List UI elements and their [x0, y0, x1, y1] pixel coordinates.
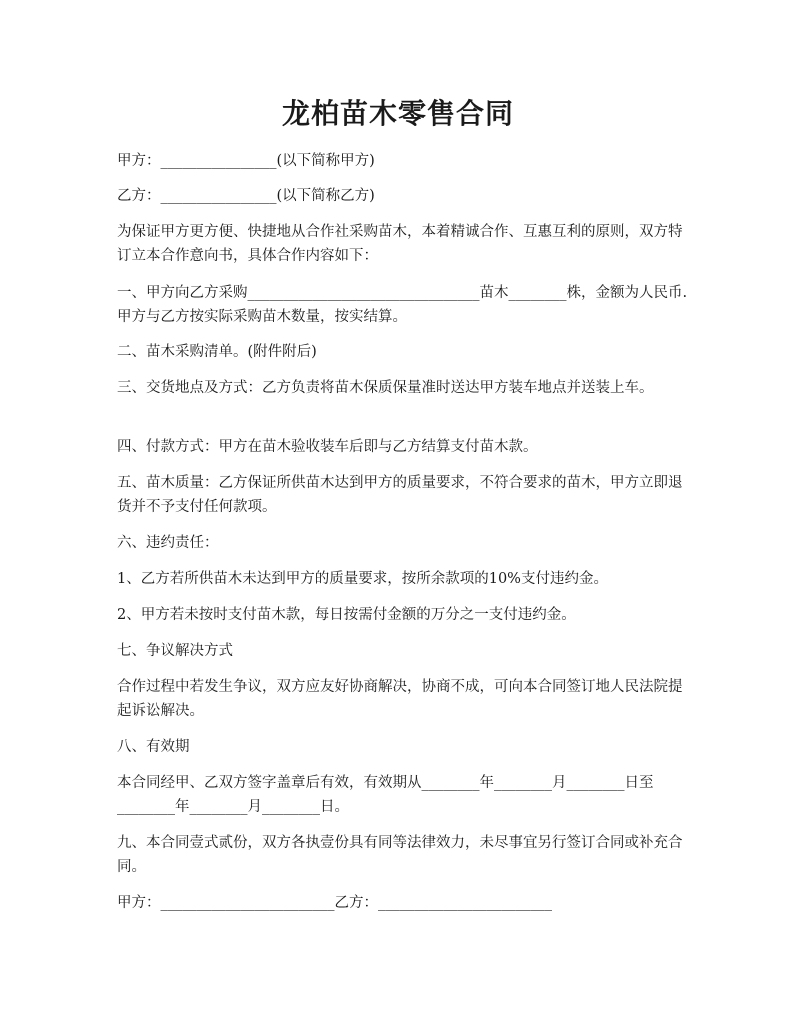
preamble-paragraph: 为保证甲方更方便、快捷地从合作社采购苗木，本着精诚合作、互惠互利的原则，双方特订立本合作意向书，具体合作内容如下：: [117, 224, 683, 264]
clause-5-quality: 五、苗木质量：乙方保证所供苗木达到甲方的质量要求，不符合要求的苗木，甲方立即退货并不予支付任何款项。: [117, 475, 683, 515]
document-title: 龙柏苗木零售合同: [281, 97, 514, 130]
clause-8-validity-text: 本合同经甲、乙双方签字盖章后有效，有效期从________年________月________日至________年________月________日。: [117, 775, 654, 815]
clause-9-copies: 九、本合同壹式贰份，双方各执壹份具有同等法律效力，未尽事宜另行签订合同或补充合同。: [117, 835, 683, 875]
clause-7-dispute-heading: 七、争议解决方式: [117, 643, 233, 659]
signature-line: 甲方：________________________乙方：________________________: [117, 895, 552, 911]
clause-8-validity-heading: 八、有效期: [117, 739, 190, 755]
party-b-line: 乙方：________________(以下简称乙方): [117, 188, 375, 204]
clause-6-item-1: 1、乙方若所供苗木未达到甲方的质量要求，按所余款项的10%支付违约金。: [117, 571, 608, 587]
clause-6-item-2: 2、甲方若未按时支付苗木款，每日按需付金额的万分之一支付违约金。: [117, 607, 576, 623]
clause-6-liability-heading: 六、违约责任：: [117, 535, 219, 551]
clause-4-payment: 四、付款方式：甲方在苗木验收装车后即与乙方结算支付苗木款。: [117, 439, 538, 455]
clause-7-dispute-text: 合作过程中若发生争议，双方应友好协商解决，协商不成，可向本合同签订地人民法院提起诉讼解决。: [117, 679, 683, 719]
party-a-line: 甲方：________________(以下简称甲方): [117, 153, 375, 169]
clause-2-list: 二、苗木采购清单。(附件附后): [117, 344, 317, 360]
clause-3-delivery: 三、交货地点及方式：乙方负责将苗木保质保量准时送达甲方装车地点并送装上车。: [117, 380, 654, 396]
clause-1-purchase: 一、甲方向乙方采购________________________________苗木________株，金额为人民币.甲方与乙方按实际采购苗木数量，按实结算。: [117, 285, 688, 325]
